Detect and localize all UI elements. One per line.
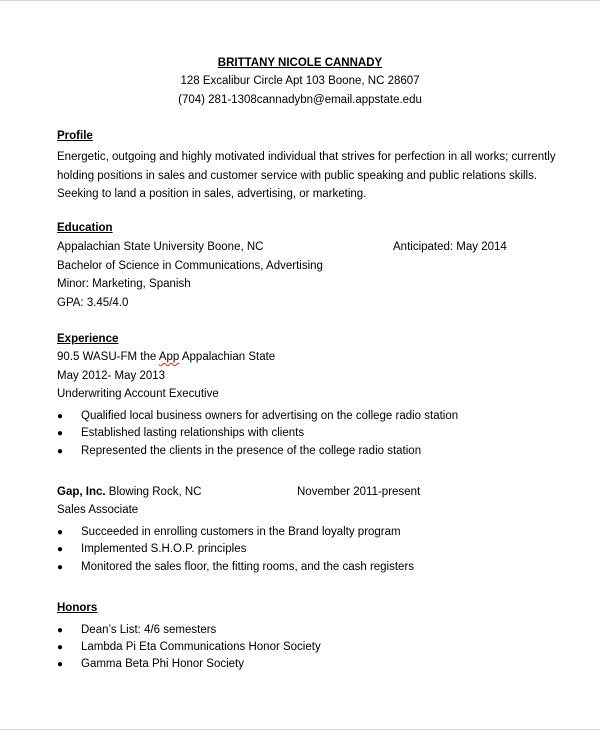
- job1-org-prefix: 90.5 WASU-FM the: [57, 351, 159, 363]
- job1-organization: [57, 351, 275, 363]
- job2-bullet: Implemented S.H.O.P. principles: [81, 543, 247, 555]
- job1-role: Underwriting Account Executive: [57, 388, 219, 400]
- bullet-icon: ●: [57, 446, 64, 457]
- bullet-icon: ●: [57, 642, 64, 653]
- job1-org-suffix: Appalachian State: [179, 351, 276, 363]
- resume-address: 128 Excalibur Circle Apt 103 Boone, NC 28607: [180, 75, 420, 87]
- job2-role: Sales Associate: [57, 504, 139, 516]
- education-school: Appalachian State University Boone, NC: [57, 241, 264, 253]
- job2-bullet: Monitored the sales floor, the fitting rooms, and the cash registers: [81, 561, 415, 573]
- bullet-icon: ●: [57, 562, 64, 573]
- job2-bullet: Succeeded in enrolling customers in the Brand loyalty program: [81, 526, 401, 538]
- job1-org-app: App: [158, 351, 180, 363]
- bullet-icon: ●: [57, 411, 64, 422]
- bullet-icon: ●: [57, 428, 64, 439]
- job2-dates: November 2011-present: [297, 486, 421, 498]
- profile-heading: Profile: [57, 130, 93, 142]
- job2-company-line: [57, 486, 201, 498]
- education-gpa: GPA: 3.45/4.0: [57, 297, 129, 309]
- bullet-icon: ●: [57, 544, 64, 555]
- resume-contact: (704) 281-1308cannadybn@email.appstate.edu: [178, 94, 422, 106]
- experience-heading: Experience: [57, 333, 119, 345]
- bullet-icon: ●: [57, 527, 64, 538]
- bullet-icon: ●: [57, 625, 64, 636]
- resume-name: BRITTANY NICOLE CANNADY: [217, 57, 383, 69]
- education-heading: Education: [57, 222, 113, 234]
- education-minor: Minor: Marketing, Spanish: [57, 278, 191, 290]
- profile-text: Energetic, outgoing and highly motivated individual that strives for perfection in all works; currently holding positions in sales and customer service with public speaking and public relations skills. Seeking to land a position in sales, advertising, or marketing.: [57, 151, 556, 200]
- job2-location: Blowing Rock, NC: [105, 486, 202, 498]
- bullet-icon: ●: [57, 659, 64, 670]
- job1-dates: May 2012- May 2013: [57, 370, 166, 382]
- honors-item: Gamma Beta Phi Honor Society: [81, 658, 244, 670]
- job1-bullet: Qualified local business owners for advertising on the college radio station: [81, 410, 459, 422]
- honors-item: Dean’s List: 4/6 semesters: [81, 624, 217, 636]
- job2-company: Gap, Inc.: [57, 486, 106, 498]
- job1-bullet: Established lasting relationships with clients: [81, 427, 305, 439]
- education-anticipated: Anticipated: May 2014: [393, 241, 507, 253]
- honors-heading: Honors: [57, 602, 98, 614]
- education-degree: Bachelor of Science in Communications, Advertising: [57, 260, 323, 272]
- job1-bullet: Represented the clients in the presence of the college radio station: [81, 445, 422, 457]
- honors-item: Lambda Pi Eta Communications Honor Society: [81, 641, 321, 653]
